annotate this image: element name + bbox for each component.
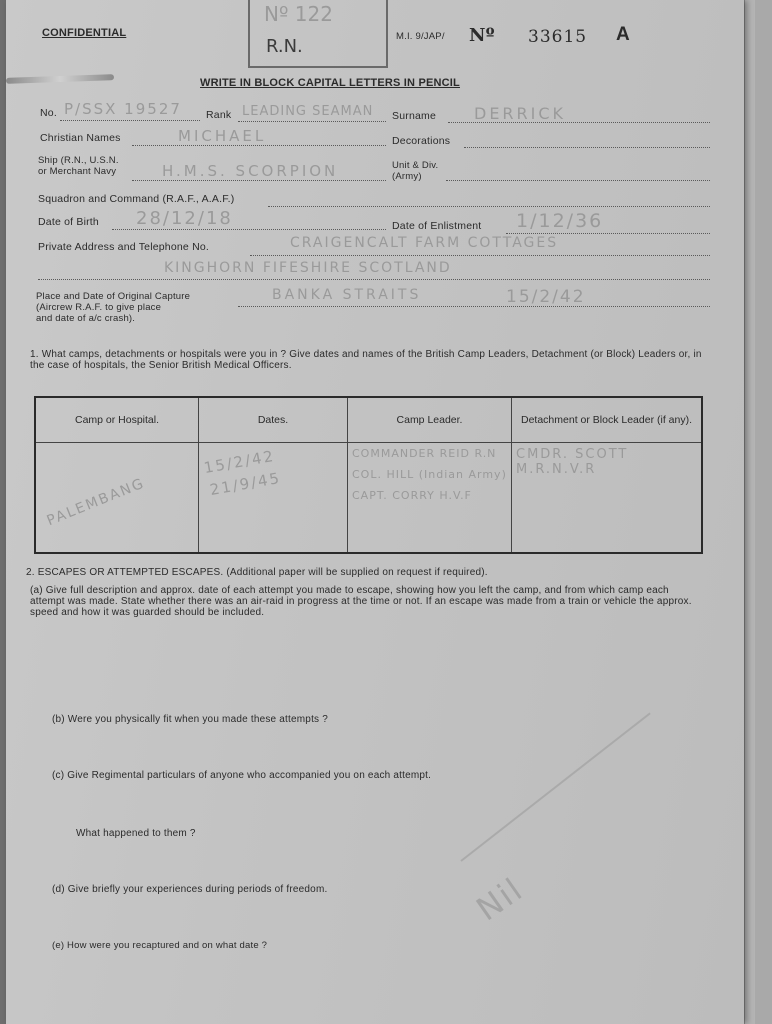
form-page xyxy=(6,0,744,1024)
section-2d: (d) Give briefly your experiences during periods of freedom. xyxy=(52,884,328,895)
page-edge xyxy=(744,0,755,1024)
stamp-number: Nº 122 xyxy=(264,2,333,26)
dob-label: Date of Birth xyxy=(38,216,99,228)
surname-value: DERRICK xyxy=(474,104,567,123)
col-leader-header: Camp Leader. xyxy=(348,397,512,443)
section-2e: (e) How were you recaptured and on what date ? xyxy=(52,940,268,951)
instruction-heading: WRITE IN BLOCK CAPITAL LETTERS IN PENCIL xyxy=(200,77,460,89)
camp-value: PALEMBANG xyxy=(44,475,148,530)
enlistment-value: 1/12/36 xyxy=(516,210,604,232)
section-2a: (a) Give full description and approx. date of each attempt you made to escape, showing how you left the camp, and from which camp each attempt was made. State whether there was an air-raid in progress at the time or not. If an escape was made from a train or vehicle the approx. speed and how it was guarded should be included. xyxy=(30,585,692,618)
christian-label: Christian Names xyxy=(40,132,121,144)
block-leader-cell xyxy=(512,443,703,554)
rank-label: Rank xyxy=(206,109,232,121)
ship-value: H.M.S. SCORPION xyxy=(162,162,339,180)
address-line-1: CRAIGENCALT FARM COTTAGES xyxy=(290,235,559,251)
date-to: 21/9/45 xyxy=(208,468,283,500)
page-edge-back xyxy=(754,0,772,1024)
block-leader: CMDR. SCOTT M.R.N.V.R xyxy=(516,447,629,477)
section-2c: (c) Give Regimental particulars of anyone who accompanied you on each attempt. xyxy=(52,770,432,781)
dob-value: 28/12/18 xyxy=(136,208,233,229)
stamp-rn: R.N. xyxy=(266,36,303,57)
capture-label: Place and Date of Original Capture (Aircrew R.A.F. to give place and date of a/c crash). xyxy=(36,291,191,324)
dates-cell xyxy=(199,443,348,554)
decorations-label: Decorations xyxy=(392,135,451,147)
capture-place: BANKA STRAITS xyxy=(272,287,422,303)
squadron-label: Squadron and Command (R.A.F., A.A.F.) xyxy=(38,193,235,205)
section-2-title: 2. ESCAPES OR ATTEMPTED ESCAPES. (Additional paper will be supplied on request if required). xyxy=(26,567,488,578)
leader-2: COL. HILL (Indian Army) xyxy=(352,468,507,481)
no-value: P/SSX 19527 xyxy=(64,100,182,118)
unit-label: Unit & Div. (Army) xyxy=(392,160,439,182)
surname-label: Surname xyxy=(392,110,437,122)
address-line-2: KINGHORN FIFESHIRE SCOTLAND xyxy=(164,260,452,276)
christian-value: MICHAEL xyxy=(178,127,267,145)
section-2b: (b) Were you physically fit when you made these attempts ? xyxy=(52,714,328,725)
section-2c-followup: What happened to them ? xyxy=(76,828,196,839)
col-dates-header: Dates. xyxy=(199,397,348,443)
ship-label: Ship (R.N., U.S.N. or Merchant Navy xyxy=(38,155,119,177)
rank-value: LEADING SEAMAN xyxy=(242,104,374,119)
diagonal-strike xyxy=(460,712,650,861)
col-block-header: Detachment or Block Leader (if any). xyxy=(512,397,703,443)
question-1: 1. What camps, detachments or hospitals were you in ? Give dates and names of the British Camp Leaders, Detachment (or Block) Leaders or, in the case of hospitals, the Senior British Medical Officers. xyxy=(30,349,702,371)
leader-3: CAPT. CORRY H.V.F xyxy=(352,489,472,502)
col-camp-header: Camp or Hospital. xyxy=(35,397,199,443)
confidential-label: CONFIDENTIAL xyxy=(42,27,127,39)
form-suffix: A xyxy=(616,24,630,45)
number-label: Nº xyxy=(469,25,495,46)
date-from: 15/2/42 xyxy=(202,446,277,478)
camp-cell xyxy=(35,443,199,554)
capture-date: 15/2/42 xyxy=(506,287,586,307)
rn-stamp xyxy=(248,0,388,68)
mi-reference: M.I. 9/JAP/ xyxy=(396,31,445,42)
address-label: Private Address and Telephone No. xyxy=(38,241,210,253)
tag-string xyxy=(6,74,114,84)
form-number: 33615 xyxy=(528,27,588,47)
camp-table xyxy=(34,396,703,554)
leader-cell xyxy=(348,443,512,554)
nil-signature: Nil xyxy=(469,869,531,929)
enlistment-label: Date of Enlistment xyxy=(392,220,482,232)
leader-1: COMMANDER REID R.N xyxy=(352,447,497,460)
no-label: No. xyxy=(40,107,57,119)
